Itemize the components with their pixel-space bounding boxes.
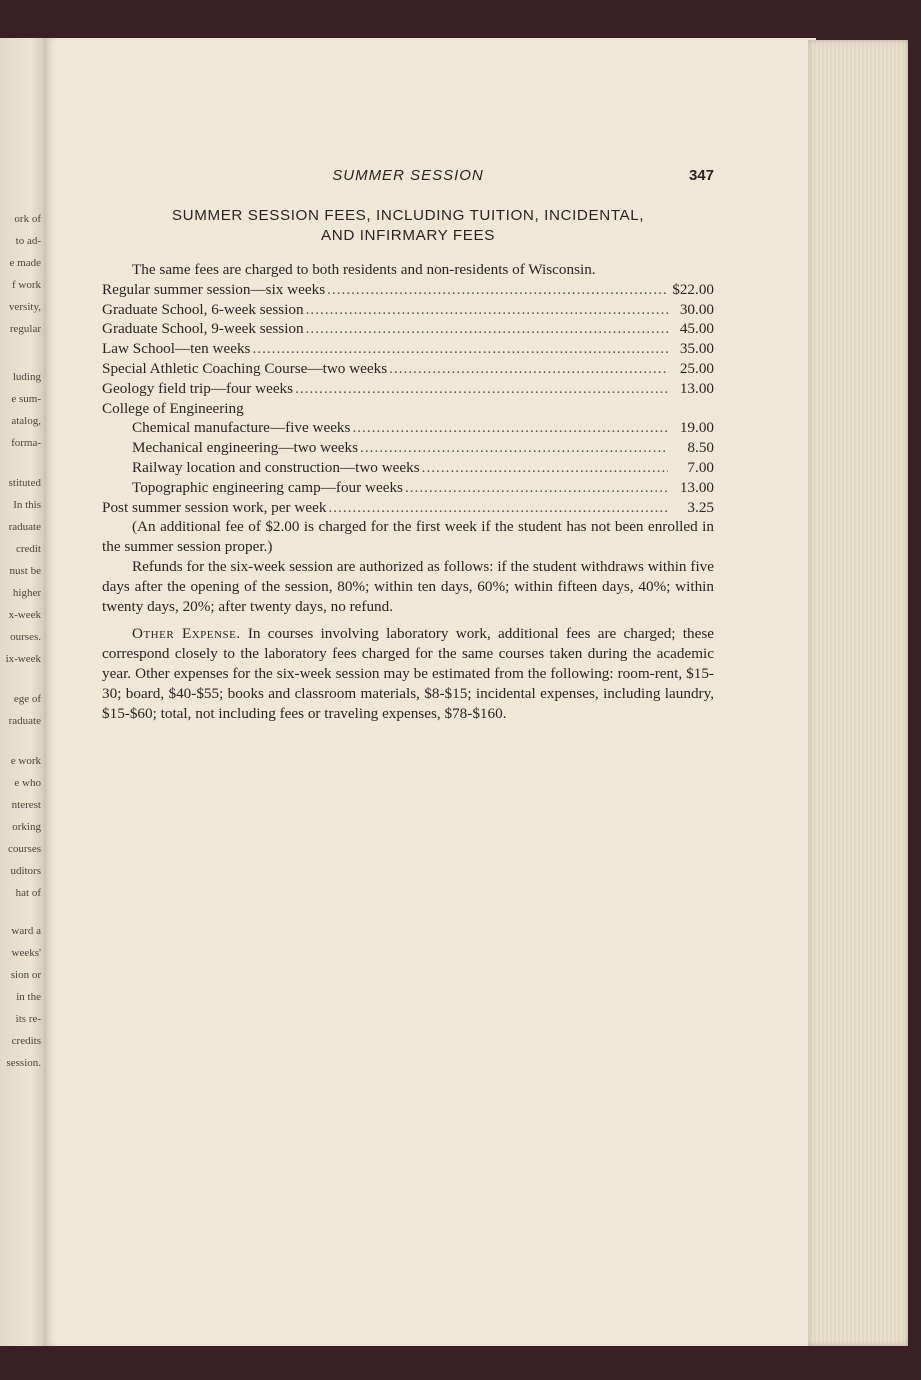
left-page-fragment-30: weeks' [11,947,41,959]
left-page-fragment-29: ward a [11,925,41,937]
page-number: 347 [688,167,714,184]
left-page-fragment-12: In this [13,499,41,511]
dot-leader [306,300,668,320]
fee-row [102,478,714,498]
left-page-fragment-3: e made [9,257,41,269]
fee-row [102,319,714,339]
fee-label: Railway location and construction—two weeks [132,458,420,476]
left-page-edge [0,38,44,1346]
left-page-fragment-8: e sum- [11,393,41,405]
dot-leader [352,418,668,438]
left-page-fragment-19: ix-week [5,653,41,665]
fee-row [102,418,714,438]
dot-leader [252,339,668,359]
fee-row [102,280,714,300]
left-page-fragment-35: session. [6,1057,41,1069]
dot-leader [328,498,668,518]
other-expense-text: In courses involving laboratory work, additional fees are charged; these correspond closely to the laboratory fees charged for the same courses taken during the academic year. Other expenses for the six-week session may be estimated from the following: room-rent, $15-30; board, $40-$55; books and classroom materials, $8-$15; incidental expenses, including laundry, $15-$60; total, not including fees or traveling expenses, $78-$160. [102,625,715,722]
dot-leader [295,379,668,399]
left-page-fragment-25: orking [12,821,41,833]
intro-paragraph: The same fees are charged to both residents and non-residents of Wisconsin. [132,261,596,278]
left-page-fragment-27: uditors [10,865,41,877]
dot-leader [360,438,668,458]
fee-amount: 13.00 [679,379,714,397]
left-page-fragment-2: to ad- [15,235,41,247]
fee-label: Law School—ten weeks [102,340,251,358]
section-heading [102,206,714,246]
left-page-fragment-17: x-week [8,609,41,621]
fee-label: Post summer session work, per week [102,498,327,516]
fee-amount: 8.50 [687,439,714,457]
fee-row [102,438,714,458]
left-page-fragment-7: luding [12,371,41,383]
left-page-fragment-14: credit [15,543,41,555]
fee-amount: 3.25 [687,498,714,516]
left-page-fragment-6: regular [9,323,41,335]
left-page-fragment-24: nterest [11,799,41,811]
fee-list [102,280,714,518]
fee-row [102,300,714,320]
page-content [102,164,714,723]
dot-leader [327,280,668,300]
dot-leader [405,478,668,498]
fee-label: Regular summer session—six weeks [102,280,326,298]
left-page-fragment-33: its re- [15,1013,41,1025]
left-page-fragment-10: forma- [11,437,41,449]
refunds-paragraph: Refunds for the six-week session are authorized as follows: if the student withdraws within five days after the opening of the session, 80%; within ten days, 60%; within fifteen days, 40%; within twenty days, 20%; after twenty days, no refund. [102,557,714,615]
fee-amount: 35.00 [679,340,714,358]
engineering-label: College of Engineering [102,399,244,417]
left-page-fragment-13: raduate [8,521,41,533]
fee-label: Topographic engineering camp—four weeks [132,478,403,496]
page-edges [808,40,908,1346]
left-page-fragment-34: credits [11,1035,41,1047]
section-heading-line-2: AND INFIRMARY FEES [321,227,495,244]
fee-row [102,458,714,478]
left-page-fragment-32: in the [16,991,41,1003]
other-expense-title: Other Expense. [132,625,241,643]
left-page-fragment-23: e who [14,777,41,789]
dot-leader [306,319,668,339]
additional-fee-note: (An additional fee of $2.00 is charged for the first week if the student has not been enrolled in the summer session proper.) [102,518,714,556]
running-head [102,164,714,190]
paragraph-gap [102,616,714,624]
dot-leader [422,458,668,478]
fee-label: Graduate School, 6-week session [102,300,304,318]
left-page-fragment-4: f work [11,279,41,291]
left-page-fragment-28: hat of [15,887,41,899]
fee-label: Mechanical engineering—two weeks [132,439,359,457]
left-page-fragment-9: atalog, [11,415,41,427]
fee-row [102,339,714,359]
left-page-fragment-22: e work [10,755,41,767]
fee-amount: 30.00 [679,300,714,318]
fee-amount: 7.00 [687,458,714,476]
fee-amount: 13.00 [679,478,714,496]
left-page-fragment-16: higher [12,587,41,599]
fee-label: Chemical manufacture—five weeks [132,419,351,437]
fee-label: Geology field trip—four weeks [102,379,294,397]
fee-amount: 25.00 [679,359,714,377]
fee-row [102,359,714,379]
running-head-title: SUMMER SESSION [332,167,484,184]
left-page-fragment-5: versity, [9,301,41,313]
left-page-fragment-31: sion or [10,969,41,981]
left-page-fragment-11: stituted [8,477,41,489]
dot-leader [389,359,668,379]
section-heading-line-1: SUMMER SESSION FEES, INCLUDING TUITION, INCIDENTAL, [171,207,645,224]
fee-amount: $22.00 [672,280,714,298]
left-page-fragment-21: raduate [8,715,41,727]
fee-amount: 45.00 [679,320,714,338]
book-cover [0,1346,921,1380]
engineering-heading [102,399,714,419]
left-page-fragment-15: nust be [9,565,41,577]
other-expense-paragraph [102,624,714,723]
fee-row [102,498,714,518]
left-page-fragment-18: ourses. [10,631,41,643]
fee-row [102,379,714,399]
fee-label: Special Athletic Coaching Course—two weeks [102,359,388,377]
left-page-fragment-26: courses [8,843,41,855]
fee-label: Graduate School, 9-week session [102,320,304,338]
left-page-fragment-1: ork of [14,213,41,225]
left-page-fragment-20: ege of [13,693,41,705]
fee-amount: 19.00 [679,419,714,437]
